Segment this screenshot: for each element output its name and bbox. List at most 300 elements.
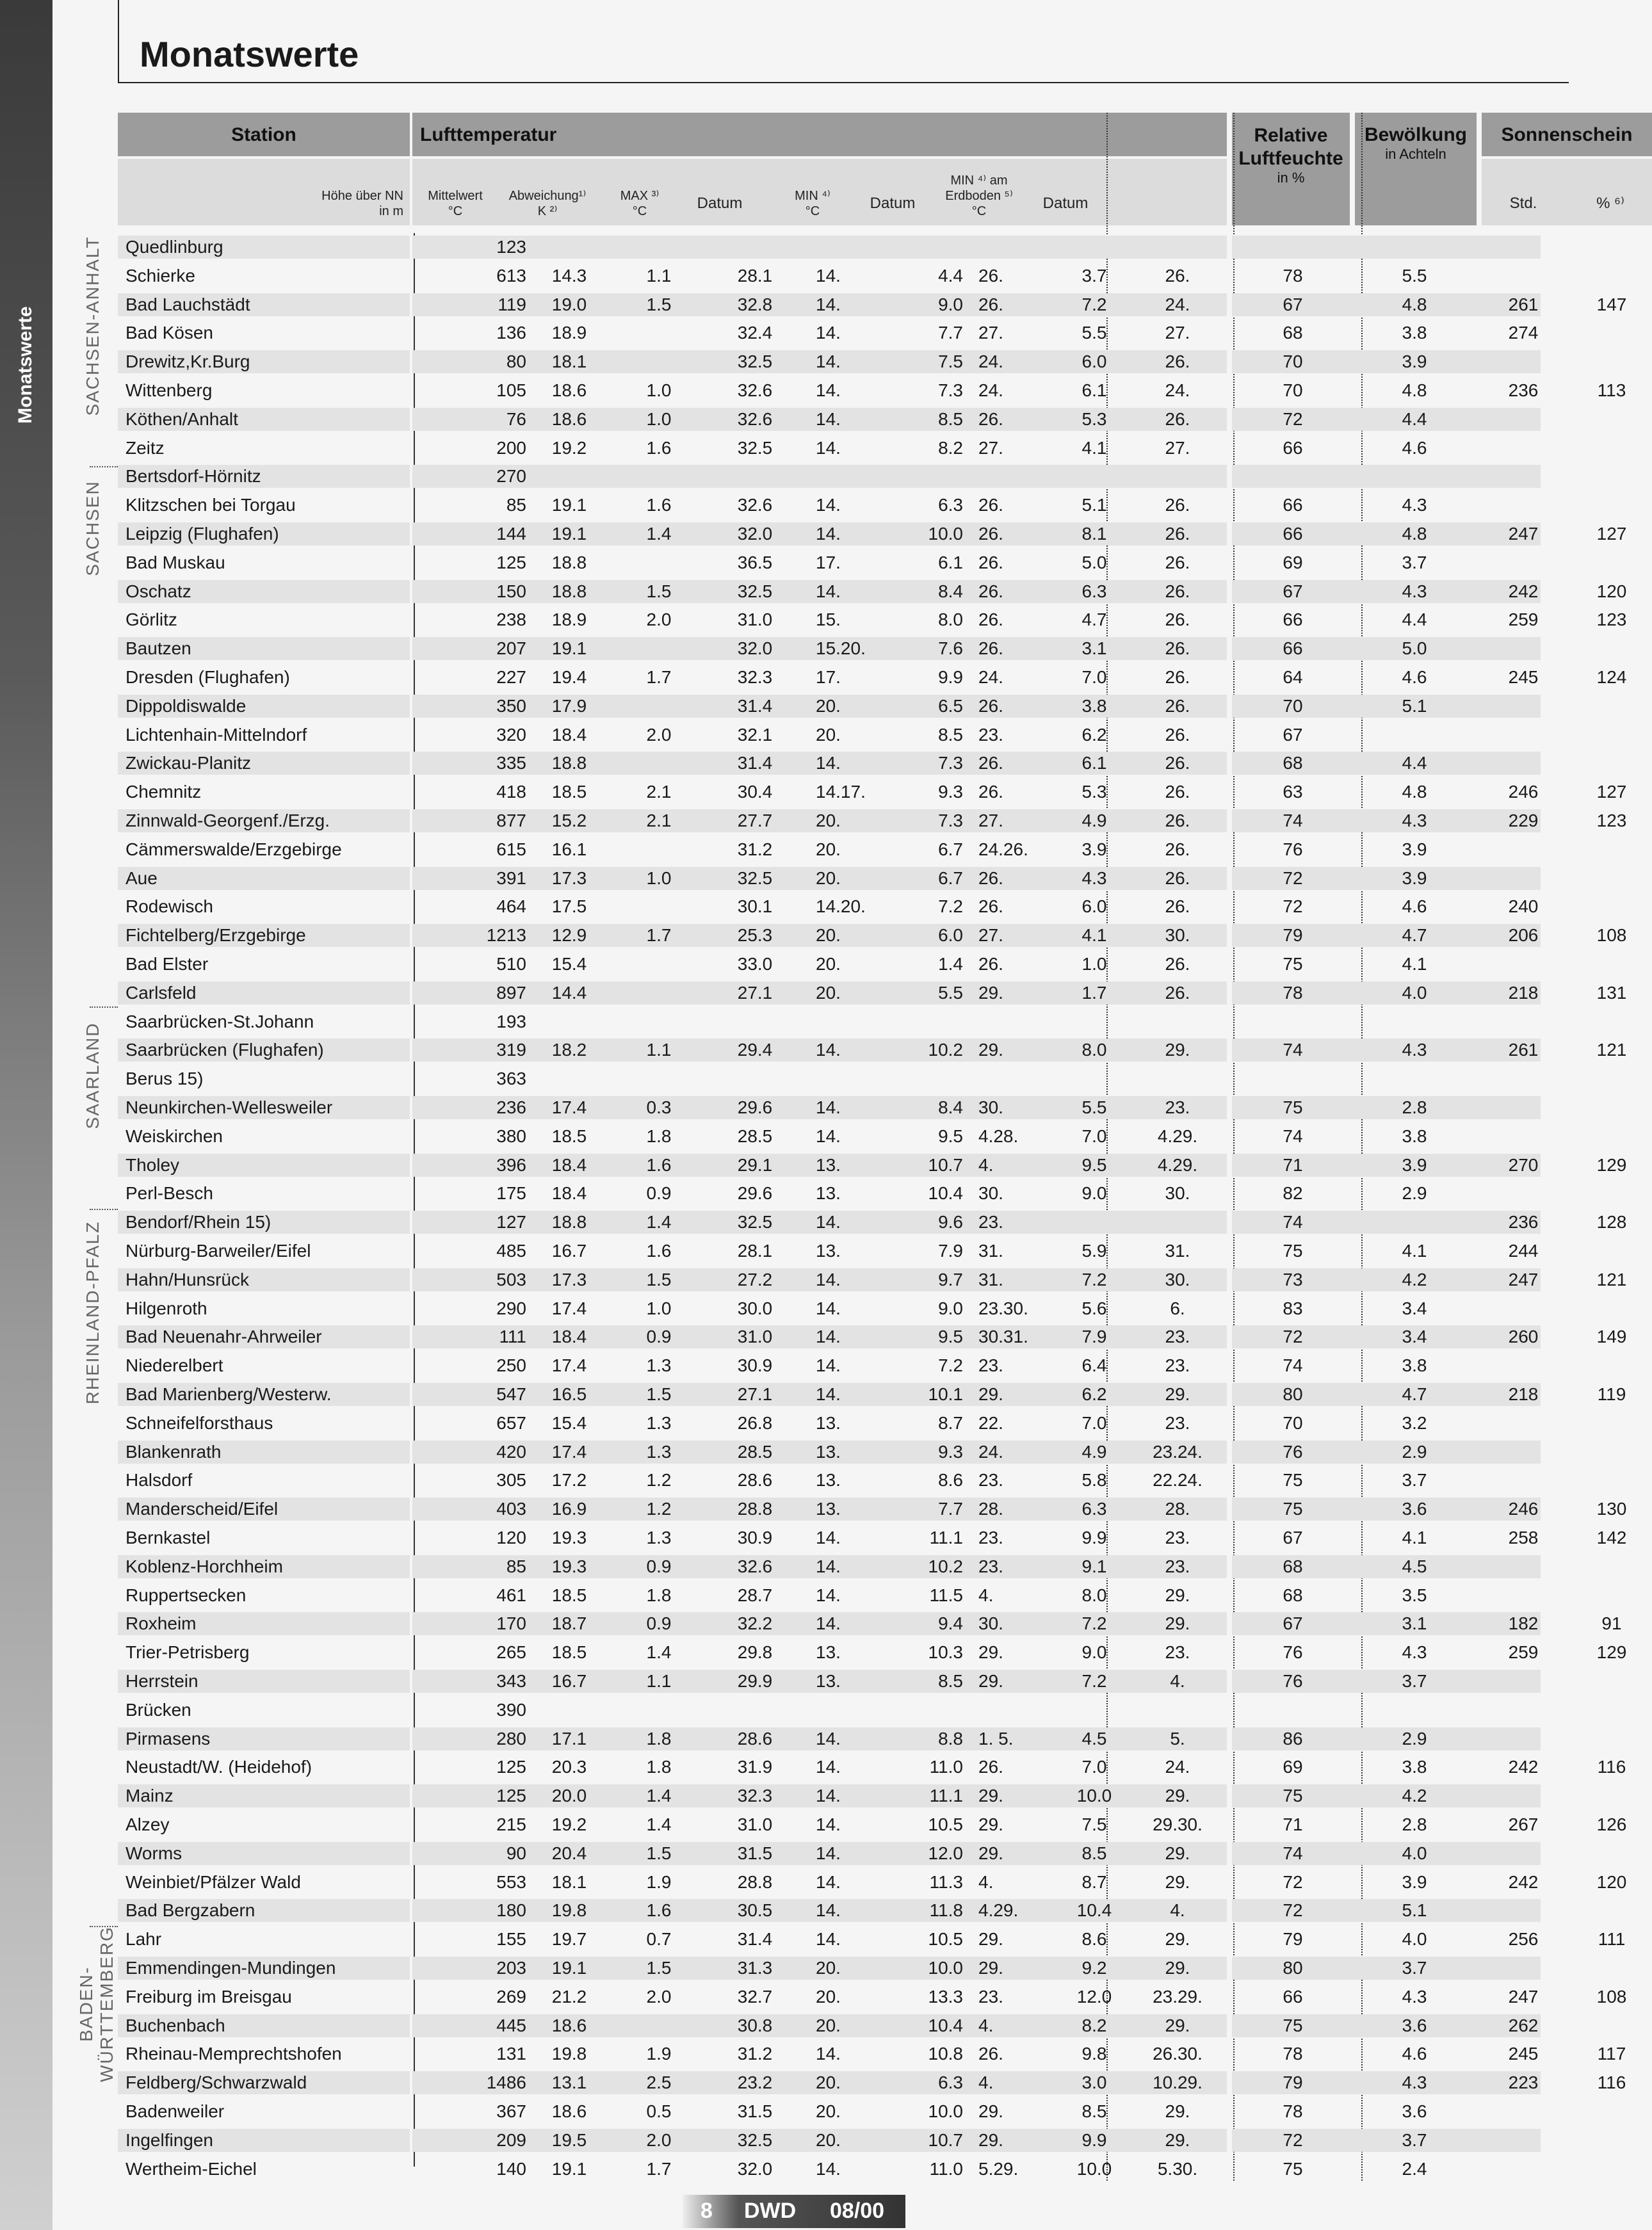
table-row bbox=[118, 1954, 1541, 1983]
min-temp: 8.5 bbox=[938, 724, 963, 745]
temp-subheader-cell bbox=[412, 159, 1227, 225]
cloud-cover: 3.7 bbox=[1402, 1470, 1427, 1491]
mean-temp: 19.0 bbox=[551, 294, 587, 314]
min-date: 26. bbox=[978, 753, 1003, 773]
row-shade bbox=[412, 465, 1227, 488]
row-shade bbox=[1232, 236, 1541, 259]
humidity: 72 bbox=[1283, 1900, 1303, 1921]
mean-temp: 19.7 bbox=[551, 1929, 587, 1950]
max-date: 14. bbox=[816, 1929, 841, 1950]
mean-temp: 19.2 bbox=[551, 1814, 587, 1834]
min-temp: 8.5 bbox=[938, 1671, 963, 1691]
sun-hours: 218 bbox=[1508, 982, 1539, 1003]
station-height: 445 bbox=[496, 2015, 526, 2035]
max-date: 14. bbox=[816, 437, 841, 458]
sun-percent: 113 bbox=[1597, 380, 1626, 400]
ground-min-date: 26. bbox=[1165, 782, 1190, 802]
mean-temp: 18.4 bbox=[551, 1327, 587, 1347]
max-date: 14. bbox=[816, 753, 841, 773]
ground-min: 9.9 bbox=[1081, 2129, 1107, 2150]
cloud-cover: 4.0 bbox=[1402, 982, 1427, 1003]
ground-min: 6.0 bbox=[1081, 896, 1107, 917]
ground-min: 9.5 bbox=[1081, 1154, 1107, 1175]
station-height: 125 bbox=[496, 1786, 526, 1806]
mean-temp: 18.4 bbox=[551, 1183, 587, 1204]
station-name: Feldberg/Schwarzwald bbox=[126, 2072, 307, 2093]
row-shade bbox=[412, 236, 1227, 259]
sun-hours: 270 bbox=[1508, 1154, 1539, 1175]
min-date: 4. bbox=[978, 1585, 994, 1605]
humidity: 64 bbox=[1283, 667, 1303, 687]
deviation: 1.6 bbox=[646, 495, 672, 515]
min-date: 29. bbox=[978, 1814, 1003, 1834]
table-row bbox=[118, 1610, 1622, 1638]
max-temp: 32.0 bbox=[737, 2158, 773, 2179]
ground-min: 10.4 bbox=[1076, 1900, 1112, 1921]
table-row bbox=[118, 1868, 1627, 1897]
station-name: Manderscheid/Eifel bbox=[126, 1499, 279, 1519]
station-height: 105 bbox=[496, 380, 526, 400]
min-date: 4. bbox=[978, 2015, 994, 2035]
max-temp: 30.4 bbox=[737, 782, 773, 802]
station-height: 200 bbox=[496, 437, 526, 458]
ground-min: 8.5 bbox=[1081, 2101, 1107, 2121]
humidity-header-cell bbox=[1232, 113, 1350, 225]
table-row bbox=[118, 1466, 1541, 1495]
station-height: 270 bbox=[496, 466, 526, 487]
sun-hours: 223 bbox=[1508, 2072, 1539, 2093]
ground-min: 7.2 bbox=[1081, 1671, 1107, 1691]
table-row bbox=[118, 1122, 1541, 1151]
sun-hours: 274 bbox=[1508, 323, 1539, 343]
humidity: 74 bbox=[1283, 1355, 1303, 1376]
station-height: 80 bbox=[506, 351, 526, 372]
deviation: 0.5 bbox=[646, 2101, 672, 2121]
max-temp: 32.0 bbox=[737, 638, 773, 659]
cloud-cover: 3.4 bbox=[1402, 1327, 1427, 1347]
max-date: 13. bbox=[816, 1183, 841, 1204]
table-row bbox=[118, 291, 1627, 319]
max-temp: 30.8 bbox=[737, 2015, 773, 2035]
max-temp: 28.8 bbox=[737, 1499, 773, 1519]
ground-min-date: 28. bbox=[1165, 1499, 1190, 1519]
station-height: 227 bbox=[496, 667, 526, 687]
ground-min: 6.0 bbox=[1081, 351, 1107, 372]
min-date: 27. bbox=[978, 925, 1003, 946]
max-date: 14. bbox=[816, 1327, 841, 1347]
station-name: Halsdorf bbox=[126, 1470, 193, 1491]
mean-temp: 19.1 bbox=[551, 495, 587, 515]
table-row bbox=[118, 2155, 1541, 2184]
sun-percent: 121 bbox=[1596, 1269, 1627, 1289]
ground-min-date: 24. bbox=[1165, 380, 1190, 400]
table-row bbox=[118, 950, 1541, 979]
max-date: 14. bbox=[816, 1757, 841, 1777]
min-date: 24. bbox=[978, 667, 1003, 687]
station-header-cell bbox=[118, 113, 410, 156]
deviation: 1.5 bbox=[646, 1269, 672, 1289]
max-temp: 32.8 bbox=[737, 294, 773, 314]
row-shade bbox=[1232, 1067, 1541, 1090]
max-temp: 30.9 bbox=[737, 1528, 773, 1547]
max-temp: 32.5 bbox=[737, 351, 773, 372]
ground-min: 6.1 bbox=[1081, 753, 1107, 773]
deviation: 0.9 bbox=[646, 1327, 672, 1347]
mean-temp: 17.4 bbox=[551, 1298, 587, 1318]
mean-temp: 18.9 bbox=[551, 323, 587, 343]
table-row bbox=[118, 979, 1627, 1008]
ground-min: 7.2 bbox=[1081, 1613, 1107, 1634]
table-row bbox=[118, 1409, 1541, 1438]
max-date: 20. bbox=[816, 954, 841, 974]
table-row bbox=[118, 1323, 1627, 1352]
station-name: Wittenberg bbox=[126, 380, 213, 400]
deviation: 1.4 bbox=[646, 1212, 672, 1232]
min-date: 26. bbox=[978, 408, 1003, 429]
max-temp: 31.9 bbox=[737, 1757, 773, 1777]
station-height: 238 bbox=[496, 610, 526, 630]
ground-min: 4.1 bbox=[1081, 925, 1107, 946]
max-date: 14. bbox=[816, 294, 841, 314]
station-header: Station bbox=[231, 124, 296, 145]
max-date: 14. bbox=[816, 2044, 841, 2064]
sun-hours: 245 bbox=[1508, 2044, 1539, 2064]
humidity: 67 bbox=[1283, 724, 1303, 745]
ground-min-date: 29. bbox=[1165, 1843, 1190, 1863]
ground-min-date: 29. bbox=[1165, 1929, 1190, 1950]
station-height: 403 bbox=[496, 1499, 526, 1519]
mean-temp: 17.3 bbox=[551, 1269, 587, 1289]
ground-min: 9.8 bbox=[1081, 2044, 1107, 2064]
region-saarland bbox=[76, 1018, 110, 1133]
ground-min-date: 23. bbox=[1165, 1528, 1190, 1547]
station-name: Ruppertsecken bbox=[126, 1585, 247, 1605]
min-unit: °C bbox=[805, 204, 820, 218]
page-footer bbox=[683, 2195, 905, 2228]
sun-percent: 124 bbox=[1596, 667, 1627, 687]
station-name: Tholey bbox=[126, 1154, 180, 1175]
mean-temp: 18.5 bbox=[551, 1585, 587, 1605]
station-name: Zeitz bbox=[126, 437, 165, 458]
humidity: 75 bbox=[1283, 1097, 1303, 1117]
height-subheader-cell bbox=[118, 159, 410, 225]
deviation: 2.0 bbox=[646, 724, 672, 745]
ground-min: 5.3 bbox=[1081, 782, 1107, 802]
max-temp: 27.7 bbox=[737, 811, 773, 830]
table-row bbox=[118, 1036, 1627, 1065]
max-date: 20. bbox=[816, 724, 841, 745]
min-date: 29. bbox=[978, 1843, 1003, 1863]
mean-temp: 18.1 bbox=[551, 351, 587, 372]
station-height: 335 bbox=[496, 753, 526, 773]
ground-min-date-subheader: Datum bbox=[1042, 195, 1089, 212]
max-date: 14. bbox=[816, 1556, 841, 1576]
table-row bbox=[118, 749, 1541, 778]
min-date: 26. bbox=[978, 1757, 1003, 1777]
table-row bbox=[118, 1295, 1541, 1323]
region-sachsen bbox=[76, 474, 110, 583]
cloud-cover: 4.6 bbox=[1402, 2044, 1427, 2064]
temp-header: Lufttemperatur bbox=[420, 124, 557, 145]
station-name: Drewitz,Kr.Burg bbox=[126, 351, 250, 372]
station-height: 203 bbox=[496, 1958, 526, 1978]
humidity: 67 bbox=[1283, 294, 1303, 314]
humidity: 66 bbox=[1283, 437, 1303, 458]
ground-min: 8.2 bbox=[1081, 2015, 1107, 2035]
cloud-header: Bewölkung bbox=[1364, 124, 1467, 145]
min-temp: 7.9 bbox=[938, 1241, 963, 1261]
table-row bbox=[118, 1151, 1627, 1180]
station-height: 391 bbox=[496, 868, 526, 888]
sun-percent: 120 bbox=[1596, 1871, 1627, 1892]
sun-percent: 123 bbox=[1596, 610, 1627, 630]
mean-temp: 18.6 bbox=[551, 2101, 587, 2121]
max-temp: 32.5 bbox=[737, 581, 773, 601]
sun-percent: 127 bbox=[1596, 782, 1627, 802]
deviation: 1.8 bbox=[646, 1585, 672, 1605]
station-name: Cämmerswalde/Erzgebirge bbox=[126, 839, 342, 859]
min-date: 31. bbox=[978, 1269, 1003, 1289]
ground-min-date: 27. bbox=[1165, 323, 1190, 343]
min-date: 26. bbox=[978, 954, 1003, 974]
ground-min: 7.0 bbox=[1081, 1126, 1107, 1146]
cloud-cover: 3.8 bbox=[1402, 1757, 1427, 1777]
ground-min-date: 6. bbox=[1170, 1298, 1185, 1318]
ground-min-date: 23.29. bbox=[1153, 1986, 1203, 2007]
max-temp: 33.0 bbox=[737, 954, 773, 974]
max-temp: 30.5 bbox=[737, 1900, 773, 1921]
min-date: 27. bbox=[978, 323, 1003, 343]
min-date: 26. bbox=[978, 495, 1003, 515]
mean-temp: 18.5 bbox=[551, 782, 587, 802]
station-name: Aue bbox=[126, 868, 158, 888]
mean-temp: 17.4 bbox=[551, 1441, 587, 1462]
max-temp: 29.8 bbox=[737, 1642, 773, 1663]
min-temp: 10.7 bbox=[928, 2129, 963, 2150]
mean-temp: 20.0 bbox=[551, 1786, 587, 1806]
station-height: 111 bbox=[499, 1327, 526, 1347]
max-date: 20. bbox=[816, 1958, 841, 1978]
cloud-cover: 3.9 bbox=[1402, 839, 1427, 859]
table-row bbox=[118, 520, 1627, 549]
max-date: 14. bbox=[816, 1613, 841, 1634]
ground-min-date: 26. bbox=[1165, 695, 1190, 716]
ground-min-date: 26. bbox=[1165, 408, 1190, 429]
min-temp: 6.3 bbox=[938, 495, 963, 515]
station-name: Brücken bbox=[126, 1699, 191, 1720]
sun-hours-subheader: Std. bbox=[1509, 195, 1537, 212]
mean-temp: 18.7 bbox=[551, 1613, 587, 1634]
station-name: Quedlinburg bbox=[126, 237, 223, 257]
max-temp: 29.6 bbox=[737, 1097, 773, 1117]
max-date: 20. bbox=[816, 695, 841, 716]
min-date: 30.31. bbox=[978, 1327, 1028, 1347]
mean-temp: 13.1 bbox=[551, 2072, 587, 2093]
humidity: 74 bbox=[1283, 1843, 1303, 1863]
station-height: 510 bbox=[496, 954, 526, 974]
sun-hours: 240 bbox=[1508, 896, 1539, 917]
sun-hours: 229 bbox=[1508, 811, 1539, 830]
station-height: 657 bbox=[496, 1412, 526, 1433]
max-date: 14. bbox=[816, 1814, 841, 1834]
ground-min: 1.0 bbox=[1081, 954, 1107, 974]
mean-temp: 14.4 bbox=[551, 982, 587, 1003]
station-height: 85 bbox=[506, 495, 526, 515]
footer-org: DWD bbox=[744, 2199, 797, 2223]
mean-temp: 18.5 bbox=[551, 1642, 587, 1663]
ground-min-date: 5.30. bbox=[1157, 2158, 1198, 2179]
mean-temp: 18.1 bbox=[551, 1871, 587, 1892]
table-row bbox=[118, 921, 1627, 950]
station-name: Herrstein bbox=[126, 1671, 198, 1691]
min-temp: 10.2 bbox=[928, 1556, 963, 1576]
cloud-cover: 3.9 bbox=[1402, 1871, 1427, 1892]
min-date: 26. bbox=[978, 868, 1003, 888]
ground-min-date: 29. bbox=[1165, 1040, 1190, 1060]
station-name: Zinnwald-Georgenf./Erzg. bbox=[126, 811, 330, 830]
max-temp: 30.9 bbox=[737, 1355, 773, 1376]
ground-min-date: 24. bbox=[1165, 1757, 1190, 1777]
sun-percent: 142 bbox=[1596, 1528, 1627, 1547]
sun-percent: 108 bbox=[1596, 1986, 1627, 2007]
ground-min-date: 26. bbox=[1165, 839, 1190, 859]
station-height: 547 bbox=[496, 1384, 526, 1404]
mean-temp: 15.4 bbox=[551, 954, 587, 974]
min-date: 23. bbox=[978, 724, 1003, 745]
min-date: 24. bbox=[978, 1441, 1003, 1462]
station-name: Zwickau-Planitz bbox=[126, 753, 252, 773]
table-row bbox=[118, 262, 1541, 291]
deviation: 1.3 bbox=[646, 1441, 672, 1462]
sun-hours: 261 bbox=[1508, 1040, 1539, 1060]
max-temp: 32.6 bbox=[737, 495, 773, 515]
table-row bbox=[118, 376, 1626, 405]
row-shade bbox=[412, 1067, 1227, 1090]
max-temp: 31.0 bbox=[737, 610, 773, 630]
cloud-cover: 4.2 bbox=[1402, 1269, 1427, 1289]
deviation: 0.9 bbox=[646, 1556, 672, 1576]
min-temp: 9.9 bbox=[938, 667, 963, 687]
deviation: 1.6 bbox=[646, 1241, 672, 1261]
min-date: 26. bbox=[978, 581, 1003, 601]
table-row bbox=[118, 1753, 1626, 1782]
max-date: 13. bbox=[816, 1642, 841, 1663]
deviation: 2.0 bbox=[646, 610, 672, 630]
station-name: Ingelfingen bbox=[126, 2129, 214, 2150]
table-row bbox=[118, 1208, 1627, 1237]
station-height: 897 bbox=[496, 982, 526, 1003]
min-date: 28. bbox=[978, 1499, 1003, 1519]
cloud-cover: 4.8 bbox=[1402, 380, 1427, 400]
max-date: 14. bbox=[816, 1528, 841, 1547]
min-temp: 7.2 bbox=[938, 1355, 963, 1376]
min-temp: 10.0 bbox=[928, 1958, 963, 1978]
station-height: 380 bbox=[496, 1126, 526, 1146]
sun-hours: 242 bbox=[1508, 1757, 1539, 1777]
ground-min: 3.9 bbox=[1081, 839, 1107, 859]
sun-percent-subheader: % ⁶⁾ bbox=[1596, 195, 1624, 212]
mean-temp: 16.9 bbox=[551, 1499, 587, 1519]
min-temp: 6.0 bbox=[938, 925, 963, 946]
humidity: 74 bbox=[1283, 1126, 1303, 1146]
station-name: Bautzen bbox=[126, 638, 191, 659]
humidity: 68 bbox=[1283, 1585, 1303, 1605]
station-height: 175 bbox=[496, 1183, 526, 1204]
station-height: 150 bbox=[496, 581, 526, 601]
cloud-cover: 4.8 bbox=[1402, 524, 1427, 544]
min-date: 29. bbox=[978, 1040, 1003, 1060]
mean-subheader: Mittelwert bbox=[428, 189, 483, 203]
min-date: 31. bbox=[978, 1241, 1003, 1261]
min-date: 26. bbox=[978, 294, 1003, 314]
station-name: Bad Neuenahr-Ahrweiler bbox=[126, 1327, 322, 1347]
table-row bbox=[118, 1581, 1541, 1610]
humidity: 72 bbox=[1283, 868, 1303, 888]
ground-min: 1.7 bbox=[1081, 982, 1107, 1003]
max-temp: 29.6 bbox=[737, 1183, 773, 1204]
max-temp: 31.0 bbox=[737, 1814, 773, 1834]
station-name: Bad Bergzabern bbox=[126, 1900, 255, 1921]
station-height: 420 bbox=[496, 1441, 526, 1462]
station-height: 877 bbox=[496, 811, 526, 830]
max-date: 14. bbox=[816, 1355, 841, 1376]
cloud-cover: 4.0 bbox=[1402, 1929, 1427, 1950]
station-height: 613 bbox=[496, 265, 526, 286]
table-row bbox=[118, 1811, 1627, 1839]
station-name: Blankenrath bbox=[126, 1441, 222, 1462]
max-temp: 25.3 bbox=[737, 925, 773, 946]
station-name: Saarbrücken-St.Johann bbox=[126, 1011, 314, 1031]
humidity: 72 bbox=[1283, 1327, 1303, 1347]
mean-temp: 19.2 bbox=[551, 437, 587, 458]
max-date: 14. bbox=[816, 495, 841, 515]
cloud-cover: 4.3 bbox=[1402, 495, 1427, 515]
cloud-cover: 2.8 bbox=[1402, 1814, 1427, 1834]
station-name: Bad Kösen bbox=[126, 323, 213, 343]
table-row bbox=[118, 2097, 1541, 2126]
mean-temp: 19.8 bbox=[551, 2044, 587, 2064]
humidity: 75 bbox=[1283, 2158, 1303, 2179]
station-height: 125 bbox=[496, 552, 526, 572]
ground-min-date: 10.29. bbox=[1153, 2072, 1203, 2093]
sun-hours: 247 bbox=[1508, 1269, 1539, 1289]
max-temp: 32.4 bbox=[737, 323, 773, 343]
ground-min-date: 23. bbox=[1165, 1097, 1190, 1117]
min-temp: 7.5 bbox=[938, 351, 963, 372]
humidity: 73 bbox=[1283, 1269, 1303, 1289]
mean-temp: 18.6 bbox=[551, 408, 587, 429]
table-row bbox=[118, 578, 1627, 606]
ground-min-date: 4. bbox=[1170, 1671, 1185, 1691]
min-date: 23. bbox=[978, 1986, 1003, 2007]
humidity: 68 bbox=[1283, 323, 1303, 343]
table-row bbox=[118, 1983, 1627, 2012]
station-height: 269 bbox=[496, 1986, 526, 2007]
ground-min: 4.3 bbox=[1081, 868, 1107, 888]
max-date: 20. bbox=[816, 2072, 841, 2093]
max-temp: 28.5 bbox=[737, 1441, 773, 1462]
table-row bbox=[118, 1896, 1541, 1925]
min-date: 26. bbox=[978, 896, 1003, 917]
station-height: 367 bbox=[496, 2101, 526, 2121]
min-temp: 9.0 bbox=[938, 1298, 963, 1318]
deviation: 1.4 bbox=[646, 1786, 672, 1806]
humidity: 68 bbox=[1283, 1556, 1303, 1576]
ground-min-date: 23. bbox=[1165, 1327, 1190, 1347]
sun-hours: 182 bbox=[1508, 1613, 1539, 1634]
max-temp: 29.9 bbox=[737, 1671, 773, 1691]
ground-min: 4.5 bbox=[1081, 1728, 1107, 1749]
